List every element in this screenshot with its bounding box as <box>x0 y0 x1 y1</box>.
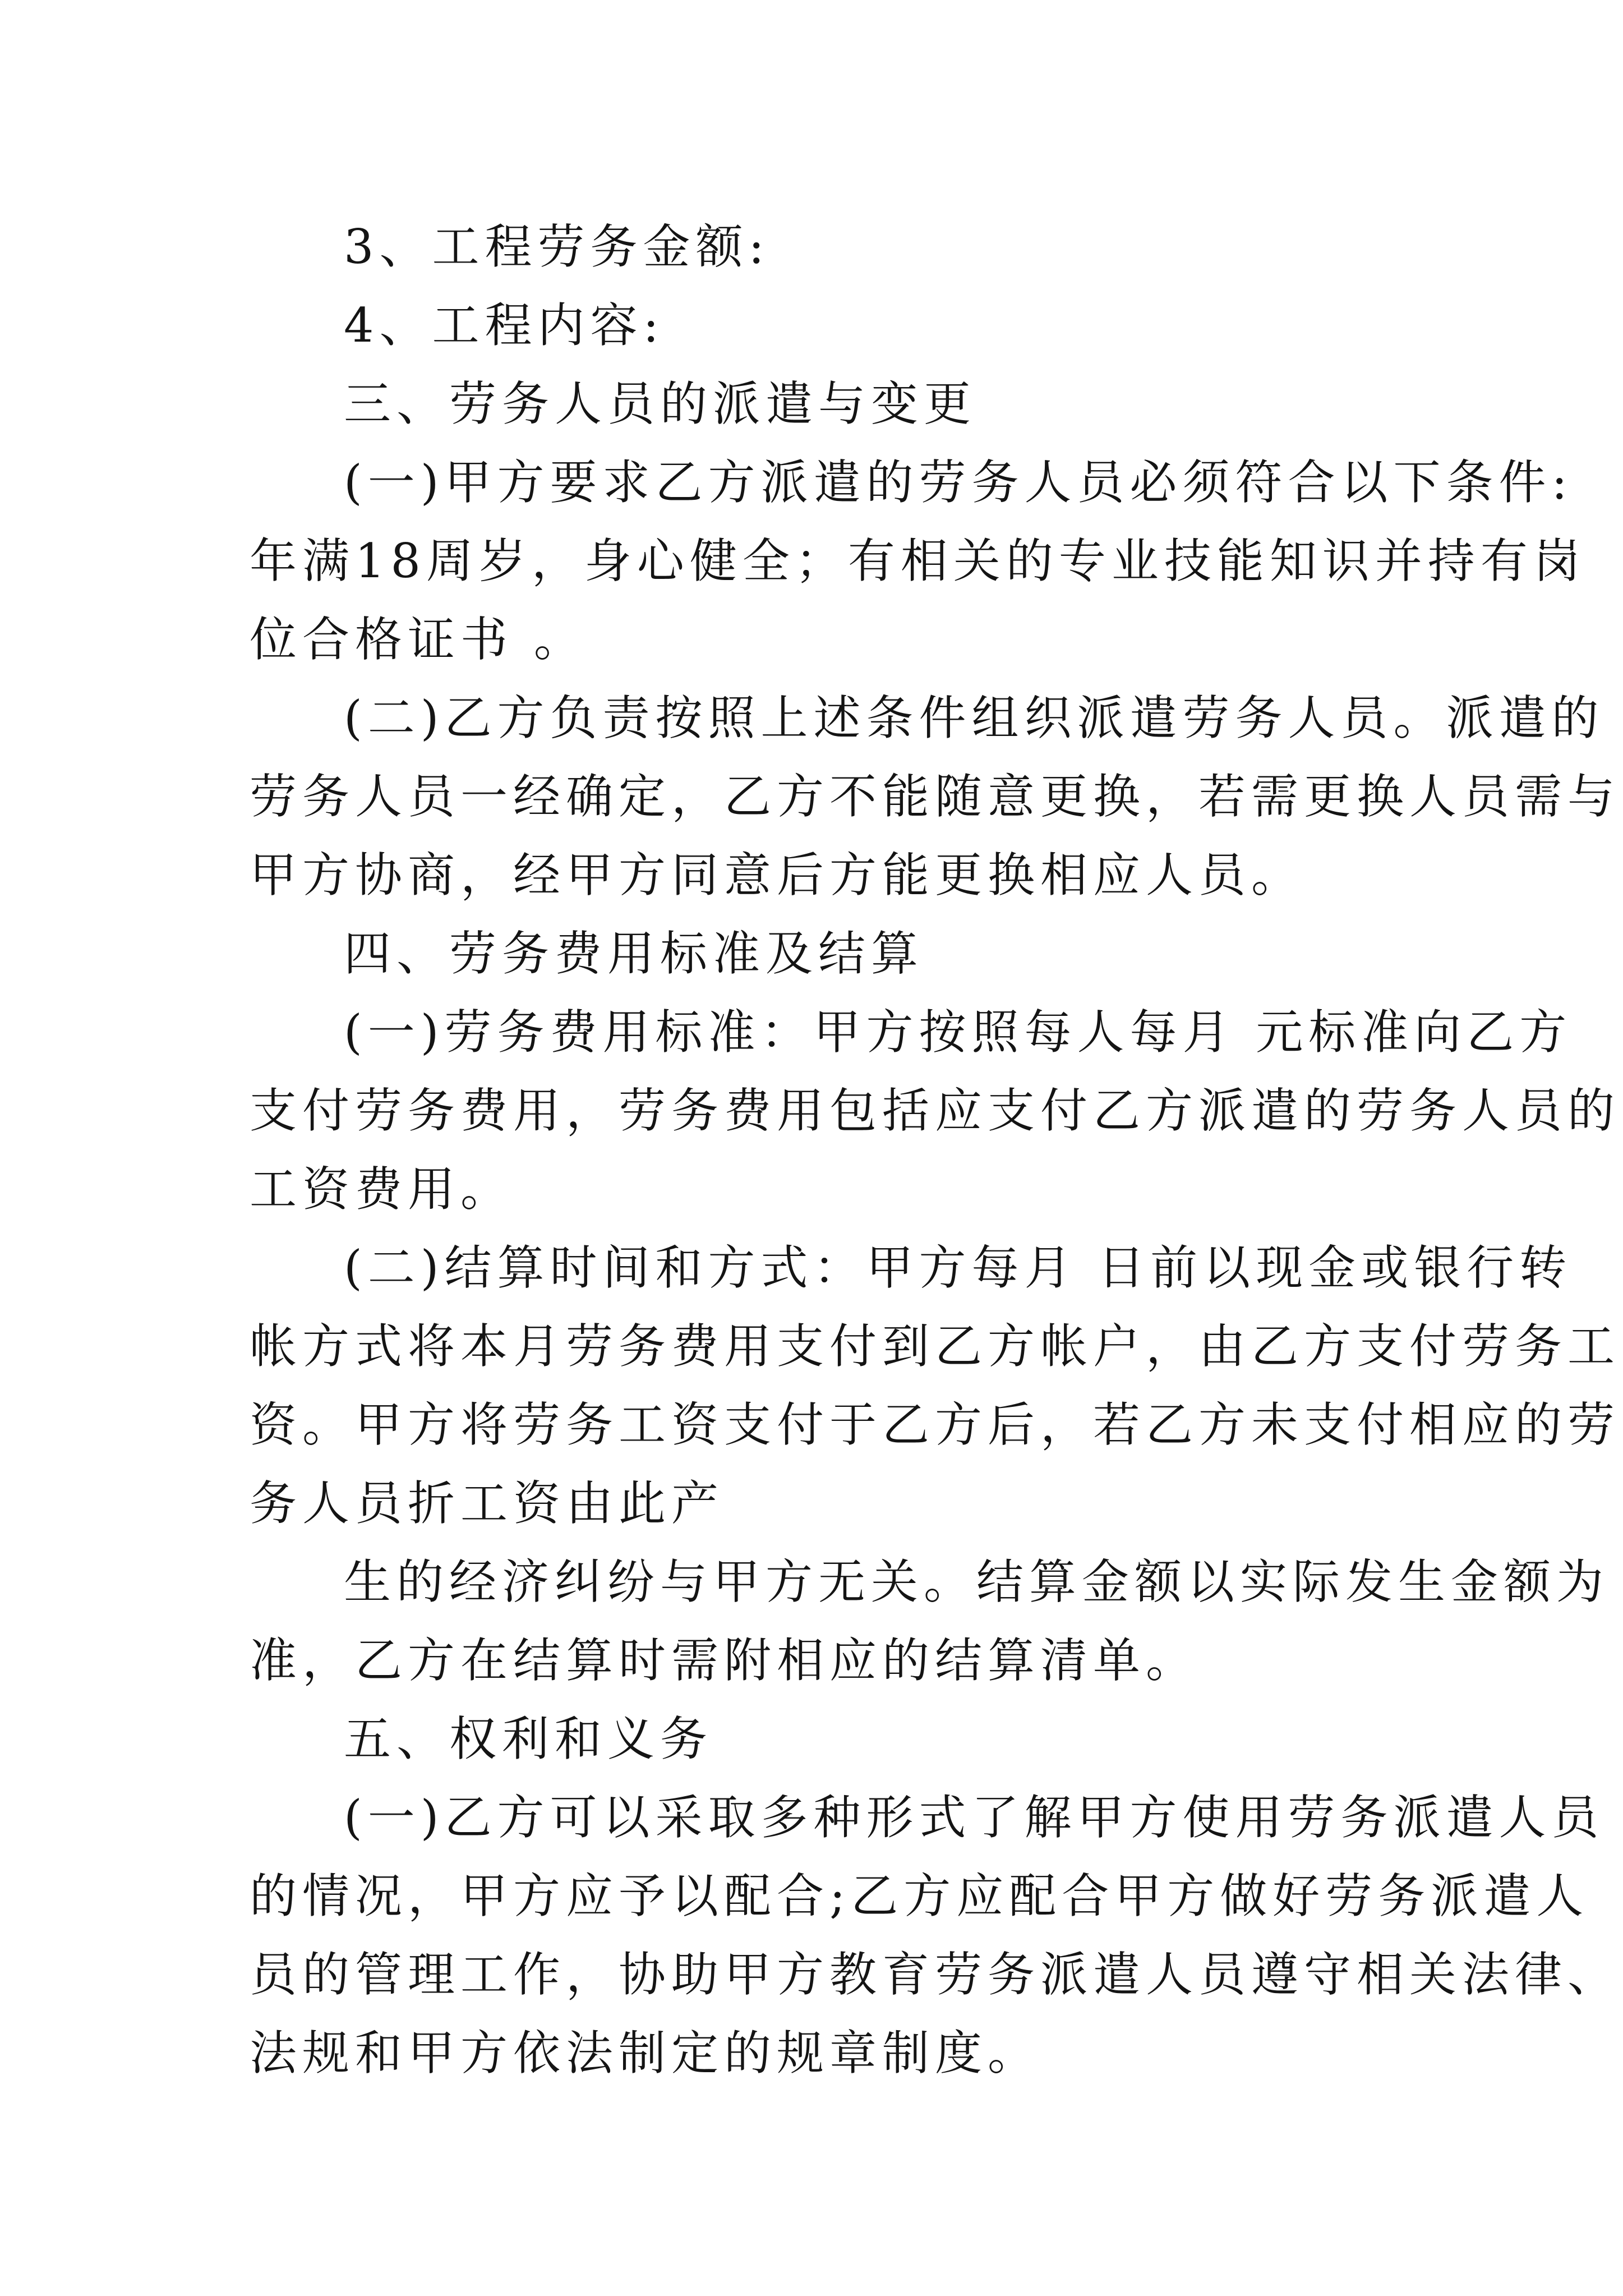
text-line: 务人员折工资由此产 <box>250 1476 725 1531</box>
text-line: 法规和甲方依法制定的规章制度。 <box>250 2026 1041 2081</box>
text-line: 工资费用。 <box>250 1162 514 1217</box>
text-line: 甲方协商，经甲方同意后方能更换相应人员。 <box>250 848 1304 903</box>
text-line: (一)甲方要求乙方派遣的劳务人员必须符合以下条件: <box>344 455 1573 510</box>
text-line: 准，乙方在结算时需附相应的结算清单。 <box>250 1633 1199 1688</box>
text-line: 员的管理工作，协助甲方教育劳务派遣人员遵守相关法律、 <box>250 1947 1621 2002</box>
text-line: 4、工程内容: <box>344 298 665 353</box>
section-heading: 四、劳务费用标准及结算 <box>344 926 924 981</box>
section-heading: 三、劳务人员的派遣与变更 <box>344 376 977 431</box>
text-line: (二)结算时间和方式：甲方每月 日前以现金或银行转 <box>344 1240 1573 1295</box>
text-line: 年满18周岁，身心健全；有相关的专业技能知识并持有岗 <box>250 533 1586 588</box>
text-line: 支付劳务费用，劳务费用包括应支付乙方派遣的劳务人员的 <box>250 1083 1621 1138</box>
text-line: 生的经济纠纷与甲方无关。结算金额以实际发生金额为 <box>344 1554 1610 1609</box>
text-line: (一)劳务费用标准：甲方按照每人每月 元标准向乙方 <box>344 1005 1573 1060</box>
text-line: (一)乙方可以采取多种形式了解甲方使用劳务派遣人员 <box>344 1790 1604 1845</box>
text-line: 位合格证书 。 <box>250 612 587 667</box>
section-heading: 五、权利和义务 <box>344 1711 713 1766</box>
text-line: 劳务人员一经确定，乙方不能随意更换，若需更换人员需与 <box>250 769 1621 824</box>
text-line: 的情况，甲方应予以配合;乙方应配合甲方做好劳务派遣人 <box>250 1869 1589 1924</box>
text-line: 资。甲方将劳务工资支付于乙方后，若乙方未支付相应的劳 <box>250 1397 1621 1452</box>
text-line: 3、工程劳务金额: <box>344 219 770 274</box>
document-body <box>250 208 1621 2092</box>
text-line: 帐方式将本月劳务费用支付到乙方帐户，由乙方支付劳务工 <box>250 1319 1621 1374</box>
text-line: (二)乙方负责按照上述条件组织派遣劳务人员。派遣的 <box>344 691 1604 746</box>
